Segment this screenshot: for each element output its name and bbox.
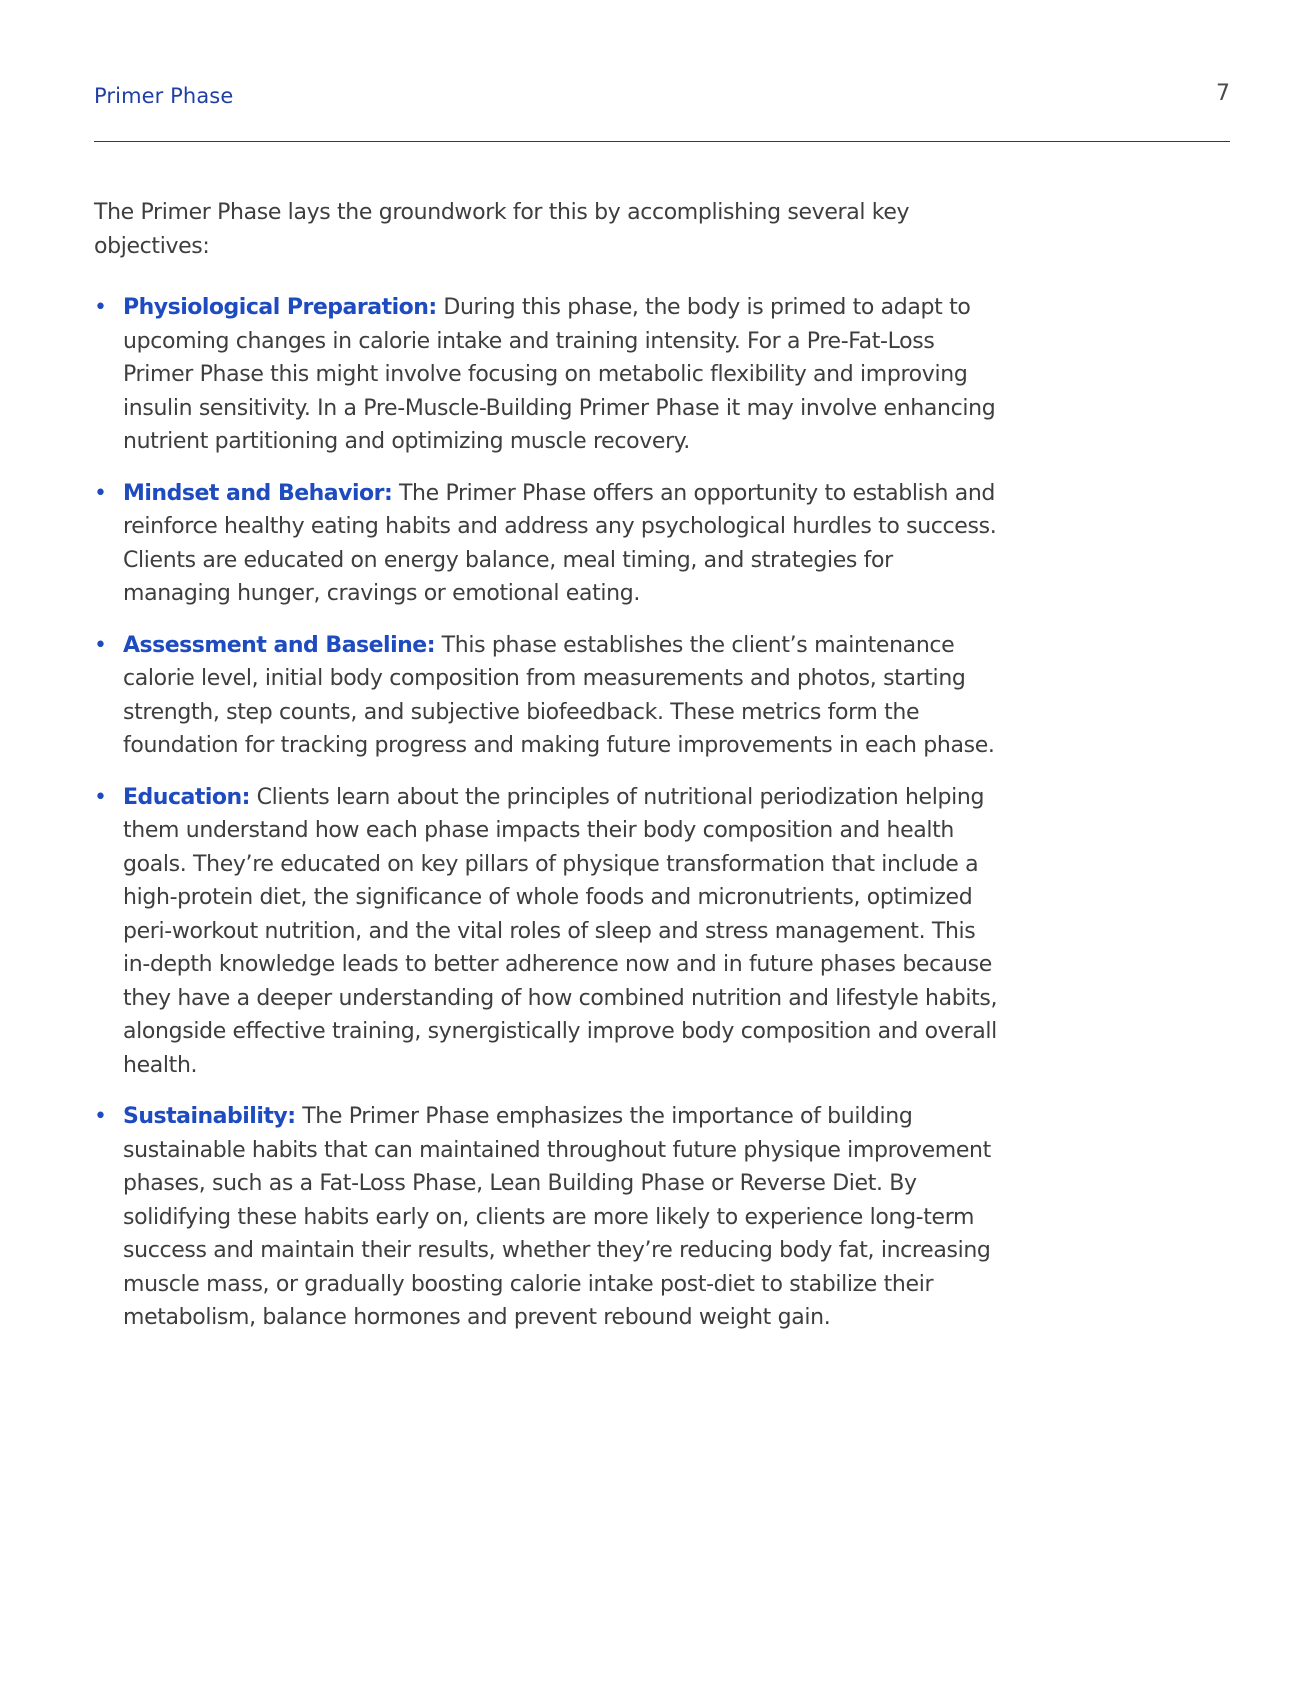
running-header-title: Primer Phase — [94, 84, 234, 108]
objective-text: Clients learn about the principles of nutritional periodization helping them understand how each phase impacts their body composition and health goals. They’re educated on key pillars of physique transformation that include a high-protein diet, the significance of whole foods and micronutrients, optimized peri-workout nutrition, and the vital roles of sleep and stress management. This in-depth knowledge leads to better adherence now and in future phases because they have a deeper understanding of how combined nutrition and lifestyle habits, alongside effective training, synergistically improve body composition and overall health. — [123, 784, 998, 1078]
objective-text: During this phase, the body is primed to adapt to upcoming changes in calorie intake and training intensity. For a Pre-Fat-Loss Primer Phase this might involve focusing on metabolic flexibility and improving insulin sensitivity. In a Pre-Muscle-Building Primer Phase it may involve enhancing nutrient partitioning and optimizing muscle recovery. — [123, 295, 996, 454]
bullet-icon: • — [94, 480, 107, 506]
page-body — [94, 196, 1004, 1353]
list-item — [94, 781, 1004, 1083]
objective-term: Mindset and Behavior: — [123, 480, 393, 506]
intro-paragraph: The Primer Phase lays the groundwork for this by accomplishing several key objectives: — [94, 200, 910, 259]
objective-term: Assessment and Baseline: — [123, 632, 436, 658]
page-number: 7 — [1216, 81, 1230, 106]
header-divider — [94, 141, 1230, 142]
list-item — [94, 477, 1004, 611]
objective-text: This phase establishes the client’s maintenance calorie level, initial body composition from measurements and photos, starting strength, step counts, and subjective biofeedback. These metrics form the foundation for tracking progress and making future improvements in each phase. — [123, 632, 995, 758]
bullet-icon: • — [94, 1104, 107, 1129]
objectives-list — [94, 291, 1004, 1335]
objective-term: Physiological Preparation: — [123, 295, 437, 320]
objective-text: The Primer Phase emphasizes the importance of building sustainable habits that can maintained throughout future physique improvement phases, such as a Fat-Loss Phase, Lean Building Phase or Reverse Diet. By solidifying these habits early on, clients are more likely to experience long-term success and maintain their results, whether they’re reducing body fat, increasing muscle mass, or gradually boosting calorie intake post-diet to stabilize their metabolism, balance hormones and prevent rebound weight gain. — [123, 1104, 991, 1330]
bullet-icon: • — [94, 784, 107, 810]
list-item — [94, 629, 1004, 763]
list-item — [94, 291, 1004, 459]
objective-text: The Primer Phase offers an opportunity to establish and reinforce healthy eating habits and address any psychological hurdles to success. Clients are educated on energy balance, meal timing, and strategies for managing hunger, cravings or emotional eating. — [123, 480, 997, 606]
page-header — [94, 80, 1230, 112]
objective-term: Education: — [123, 784, 250, 810]
bullet-icon: • — [94, 632, 107, 658]
objective-term: Sustainability: — [123, 1104, 296, 1129]
bullet-icon: • — [94, 295, 107, 320]
list-item — [94, 1100, 1004, 1335]
